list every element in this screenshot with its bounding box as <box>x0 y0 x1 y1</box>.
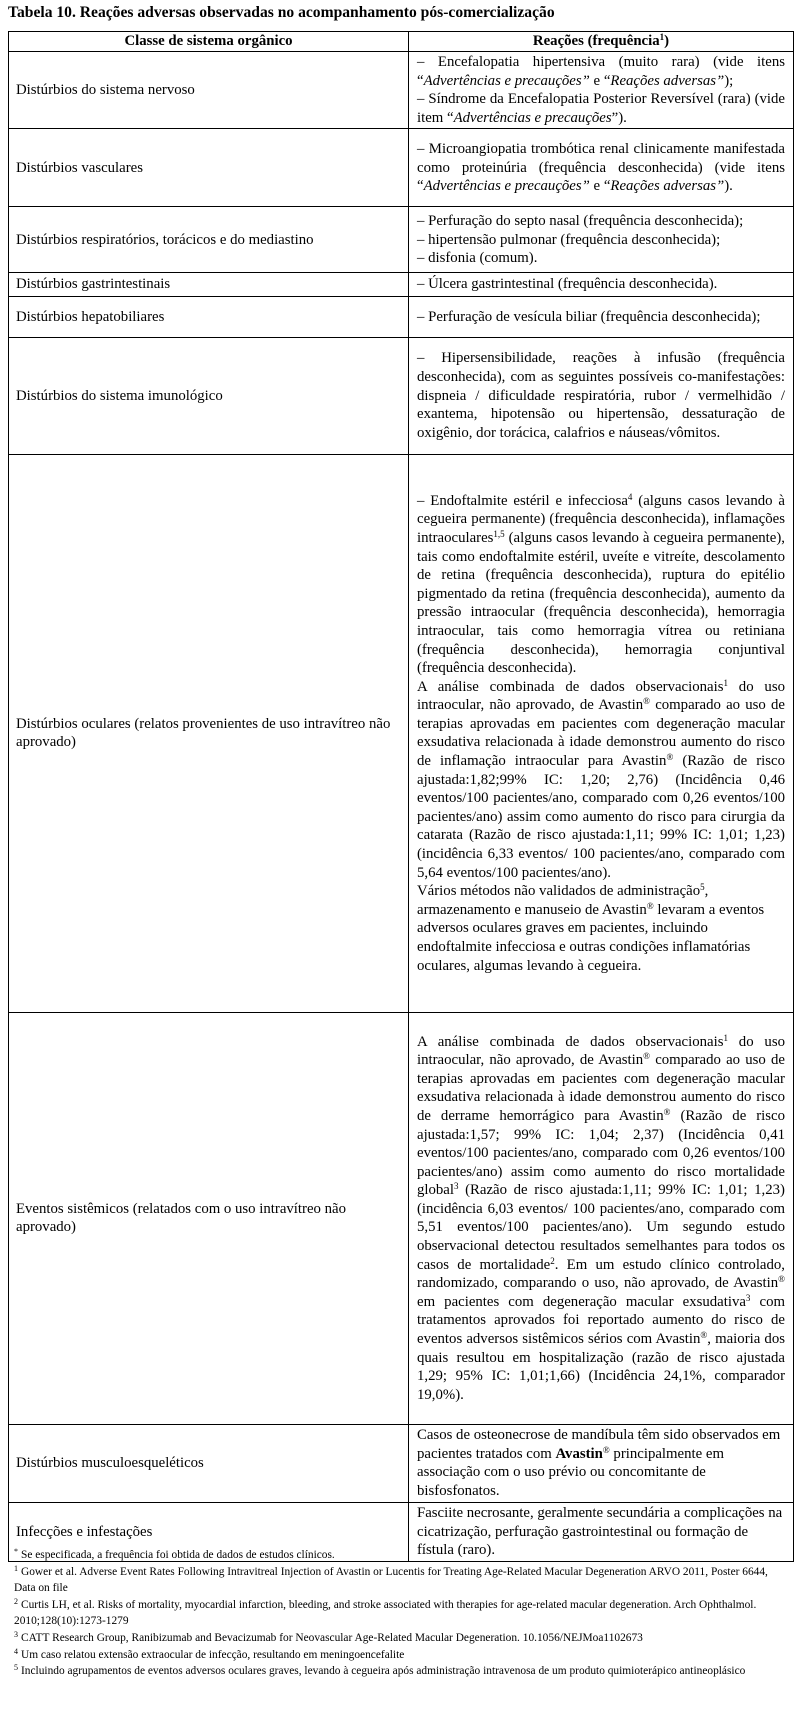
registered-mark: ® <box>643 696 650 707</box>
reaction-text: comparado ao uso de terapias aprovadas em pacientes com degeneração macular exsudativa relacionada à idade demonstrou aumento do risco de derrame hemorrágico para Avastin <box>417 1052 785 1124</box>
table-row <box>9 1012 794 1424</box>
table-row <box>9 129 794 207</box>
header-reactions-text: Reações (frequência <box>532 33 660 50</box>
reaction-entry <box>417 1033 785 1405</box>
reaction-text: principalmente em associação com o uso prévio ou concomitante de bisfosfonatos. <box>417 1445 724 1500</box>
reactions-cell <box>409 129 794 207</box>
footnote-mark: * <box>14 1547 18 1556</box>
reaction-text: comparado ao uso de terapias aprovadas em pacientes com degeneração macular exsudativa relacionada à idade demonstrou aumento do risco de inflamação intraocular para Avastin <box>417 697 785 770</box>
reaction-entry <box>417 492 785 678</box>
footnote-mark: 3 <box>14 1629 18 1639</box>
reaction-text: . Em um estudo clínico controlado, randomizado, comparando o uso, não aprovado, de Avastin <box>417 1256 785 1292</box>
header-reactions-footnote-ref: 1 <box>659 32 665 43</box>
adverse-reactions-table <box>8 31 794 1562</box>
reaction-entry <box>417 140 785 196</box>
table-row <box>9 52 794 129</box>
header-organ-class: Classe de sistema orgânico <box>9 32 409 52</box>
footnote-ref: 1,5 <box>493 528 505 539</box>
organ-class-cell: Eventos sistêmicos (relatados com o uso intravítreo não aprovado) <box>9 1012 409 1424</box>
reaction-entry <box>417 90 785 127</box>
footnote-ref: 1 <box>723 677 728 688</box>
footnote-text: Se especificada, a frequência foi obtida de dados de estudos clínicos. <box>21 1549 335 1561</box>
organ-class-cell: Infecções e infestações <box>9 1502 409 1561</box>
footnote-ref: 2 <box>550 1255 555 1266</box>
footnote <box>14 1647 784 1664</box>
table-title: Tabela 10. Reações adversas observadas no acompanhamento pós-comercialização <box>8 4 555 21</box>
reaction-entry <box>417 53 785 90</box>
reaction-text: ”). <box>611 109 627 126</box>
reactions-cell <box>409 454 794 1012</box>
reaction-italic: Advertências e precauções” <box>423 72 590 89</box>
reaction-entry: – Úlcera gastrintestinal (frequência desconhecida). <box>417 276 718 293</box>
registered-mark: ® <box>643 1051 650 1062</box>
footnote-text: CATT Research Group, Ranibizumab and Bevacizumab for Neovascular Age-Related Macular Degeneration. 10.1056/NEJMoa1102673 <box>21 1631 643 1644</box>
reactions-cell <box>409 207 794 273</box>
registered-mark: ® <box>666 752 674 763</box>
organ-class-cell: Distúrbios hepatobiliares <box>9 296 409 337</box>
registered-mark: ® <box>602 1444 610 1455</box>
footnote <box>14 1547 784 1564</box>
organ-class-cell: Distúrbios gastrintestinais <box>9 273 409 297</box>
table-row <box>9 273 794 297</box>
footnote-text: Um caso relatou extensão extraocular de infecção, resultando em meningoencefalite <box>21 1648 405 1661</box>
reactions-cell <box>409 337 794 454</box>
footnote <box>14 1663 784 1680</box>
table-row <box>9 296 794 337</box>
reaction-italic: Advertências e precauções <box>453 109 612 126</box>
reaction-text: (alguns casos levando à cegueira permanente) (frequência desconhecida), inflamações intraoculares <box>417 492 785 546</box>
reaction-text: do uso intraocular, não aprovado, de Avastin <box>417 678 785 714</box>
footnote-ref: 4 <box>627 491 633 502</box>
reaction-italic: Advertências e precauções” <box>423 178 590 195</box>
reaction-text: – Microangiopatia trombótica renal clinicamente manifestada como proteinúria (frequência desconhecida) (vide itens “ <box>417 140 785 195</box>
table-row <box>9 207 794 273</box>
reaction-entry <box>417 882 785 975</box>
registered-mark: ® <box>663 1106 671 1117</box>
footnote <box>14 1564 784 1597</box>
reaction-entry: – hipertensão pulmonar (frequência desconhecida); <box>417 231 721 248</box>
reactions-cell <box>409 1012 794 1424</box>
table-row <box>9 454 794 1012</box>
registered-mark: ® <box>646 900 654 911</box>
reactions-cell <box>409 296 794 337</box>
product-name: Avastin <box>555 1445 603 1462</box>
footnote <box>14 1630 784 1647</box>
header-reactions-close: ) <box>664 33 670 50</box>
footnote-text: Curtis LH, et al. Risks of mortality, myocardial infarction, bleeding, and stroke associated with therapies for age-related macular degeneration. Arch Ophthalmol. 2010;128(10):1273-1279 <box>14 1598 757 1628</box>
reaction-text: ); <box>724 72 734 89</box>
header-reactions <box>409 32 794 52</box>
reaction-entry <box>417 1426 785 1500</box>
reaction-italic: Reações adversas” <box>610 72 725 89</box>
footnote-ref: 3 <box>454 1181 459 1192</box>
reaction-text: Vários métodos não validados de administração <box>417 883 701 900</box>
organ-class-cell: Distúrbios do sistema imunológico <box>9 337 409 454</box>
footnote-mark: 5 <box>14 1663 18 1673</box>
reaction-text: com tratamentos aprovados foi reportado aumento do risco de eventos adversos sistêmicos sérios com Avastin <box>417 1293 785 1348</box>
reaction-text: (Razão de risco ajustada:1,11; 99% IC: 1,01; 1,23) (incidência 6,03 eventos/ 100 pacientes/ano, comparado com 5,51 eventos/100 pacientes/ano). Um segundo estudo observacional detectou resultados semelhantes para todos os casos de mortalidade <box>417 1182 785 1273</box>
organ-class-cell: Distúrbios vasculares <box>9 129 409 207</box>
reaction-text: (Razão de risco ajustada:1,57; 99% IC: 1,04; 2,37) (Incidência 0,41 eventos/100 pacientes/ano, comparado com 0,26 eventos/100 pacientes/ano) assim como aumento do risco mortalidade global <box>417 1107 785 1199</box>
reaction-text: e “ <box>589 72 611 89</box>
reaction-text: A análise combinada de dados observacionais <box>417 678 724 695</box>
reaction-entry: – disfonia (comum). <box>417 250 538 267</box>
reaction-entry <box>417 678 785 883</box>
reaction-text: em pacientes com degeneração macular exsudativa <box>417 1293 746 1310</box>
reaction-italic: Reações adversas” <box>610 178 725 195</box>
footnotes <box>14 1547 784 1680</box>
reaction-text: , maioria dos quais resultou em hospitalização (razão de risco ajustada 1,29; 95% IC: 1,01;1,66) (Incidência 24,1%, comparador 19,0%). <box>417 1331 785 1403</box>
organ-class-cell: Distúrbios respiratórios, torácicos e do mediastino <box>9 207 409 273</box>
table-row <box>9 337 794 454</box>
footnote-ref: 5 <box>700 882 705 893</box>
footnote-text: Incluindo agrupamentos de eventos adversos oculares graves, levando à cegueira após administração intravenosa de um produto quimioterápico antineoplásico <box>21 1665 746 1678</box>
footnote-mark: 1 <box>14 1563 18 1573</box>
reaction-text: – Encefalopatia hipertensiva (muito rara) (vide itens “ <box>417 54 785 89</box>
reaction-text: (Razão de risco ajustada:1,82;99% IC: 1,20; 2,76) (Incidência 0,46 eventos/100 pacientes/ano, comparado com 0,26 eventos/100 pacientes/ano) assim como aumento do risco para cirurgia da catarata (Razão de risco ajustada:1,11; 99% IC: 1,01; 1,23) (incidência 6,33 eventos/ 100 pacientes/ano, comparado com 5,64 eventos/100 pacientes/ano). <box>417 753 785 881</box>
reaction-text: – Síndrome da Encefalopatia Posterior Reversível (rara) (vide item “ <box>417 91 785 126</box>
footnote-text: Gower et al. Adverse Event Rates Following Intravitreal Injection of Avastin or Lucentis for Treating Age-Related Macular Degeneration ARVO 2011, Poster 6644, Data on file <box>14 1565 768 1595</box>
reaction-text: (alguns casos levando à cegueira permanente), tais como endoftalmite estéril, uveíte e vitreíte, descolamento de retina (frequência desconhecida), ruptura do epitélio pigmentado da retina (frequência desconhecida), aumento da pressão intraocular (frequência desconhecida), hemorragia intraocular, tais como hemorragia vítrea ou retiniana (frequência desconhecida), hemorragia conjuntival (frequência desconhecida). <box>417 529 785 677</box>
reaction-text: e “ <box>589 178 611 195</box>
reaction-entry: – Perfuração de vesícula biliar (frequência desconhecida); <box>417 308 761 325</box>
reaction-text: , armazenamento e manuseio de Avastin <box>417 883 709 918</box>
reaction-entry: Fasciite necrosante, geralmente secundária a complicações na cicatrização, perfuração gastrointestinal ou formação de fístula (raro). <box>417 1505 783 1559</box>
footnote <box>14 1597 784 1630</box>
registered-mark: ® <box>700 1330 708 1341</box>
reactions-cell <box>409 1424 794 1502</box>
table-header-row <box>9 32 794 52</box>
footnote-mark: 4 <box>14 1646 18 1656</box>
table-row <box>9 1424 794 1502</box>
organ-class-cell: Distúrbios oculares (relatos provenientes de uso intravítreo não aprovado) <box>9 454 409 1012</box>
reaction-text: Casos de osteonecrose de mandíbula têm sido observados em pacientes tratados com <box>417 1427 781 1462</box>
reaction-text: levaram a eventos adversos oculares graves em pacientes, incluindo endoftalmite infecciosa e outras condições inflamatórias oculares, algumas levando à cegueira. <box>417 901 765 974</box>
organ-class-cell: Distúrbios musculoesqueléticos <box>9 1424 409 1502</box>
footnote-ref: 3 <box>745 1292 751 1303</box>
reactions-cell <box>409 273 794 297</box>
reaction-entry: – Hipersensibilidade, reações à infusão (frequência desconhecida), com as seguintes possíveis co-manifestações: dispneia / dificuldade respiratória, rubor / vermelhidão / exantema, hipotensão ou hipertensão, dessaturação de oxigênio, dor torácica, calafrios e náuseas/vômitos. <box>417 350 785 441</box>
reaction-text: do uso intraocular, não aprovado, de Avastin <box>417 1033 785 1069</box>
reaction-text: A análise combinada de dados observacionais <box>417 1033 724 1050</box>
footnote-mark: 2 <box>14 1596 18 1606</box>
registered-mark: ® <box>778 1274 785 1285</box>
reactions-cell <box>409 52 794 129</box>
reaction-text: – Endoftalmite estéril e infecciosa <box>417 492 628 509</box>
organ-class-cell: Distúrbios do sistema nervoso <box>9 52 409 129</box>
reaction-entry: – Perfuração do septo nasal (frequência desconhecida); <box>417 212 744 229</box>
footnote-ref: 1 <box>723 1032 728 1043</box>
reaction-text: ). <box>724 178 733 195</box>
